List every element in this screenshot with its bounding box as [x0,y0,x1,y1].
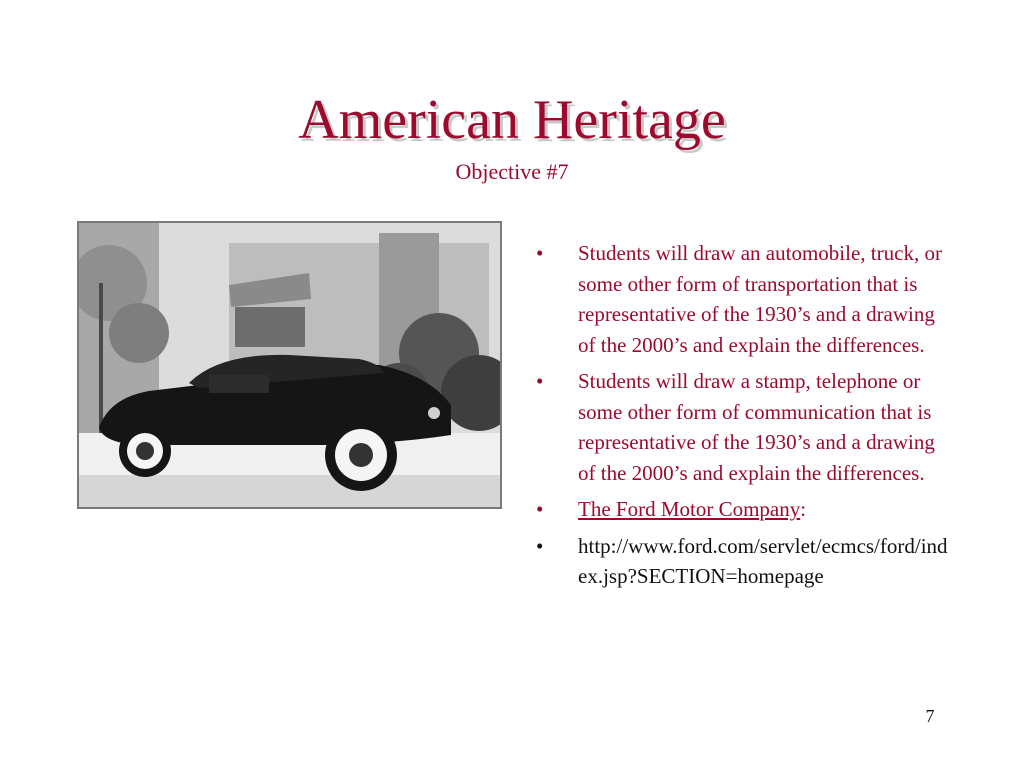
bullet-text: Students will draw a stamp, telephone or some other form of communication that is representative of the 1930’s and a drawing of the 2000’s and explain the differences. [578,369,935,485]
link-suffix: : [800,497,807,521]
bullet-marker: • [536,497,544,521]
page-number: 7 [925,706,935,726]
ford-link[interactable]: The Ford Motor Company [578,497,801,521]
list-item [536,366,956,488]
list-item [536,531,956,592]
bullet-text: Students will draw an automobile, truck, or some other form of transportation that is representative of the 1930’s and a drawing of the 2000’s and explain the differences. [578,241,942,357]
list-item [536,238,956,360]
car-photo [77,221,502,509]
slide-subtitle: Objective #7 [455,159,569,184]
bullet-marker: • [536,369,544,393]
bullet-marker: • [536,241,544,265]
url-text: http://www.ford.com/servlet/ecmcs/ford/index.jsp?SECTION=homepage [578,533,948,588]
slide-title: American Heritage [298,89,726,151]
bullet-marker: • [536,533,544,558]
bullet-list [536,238,956,598]
list-item [536,494,956,525]
car-photo-image [79,223,500,507]
